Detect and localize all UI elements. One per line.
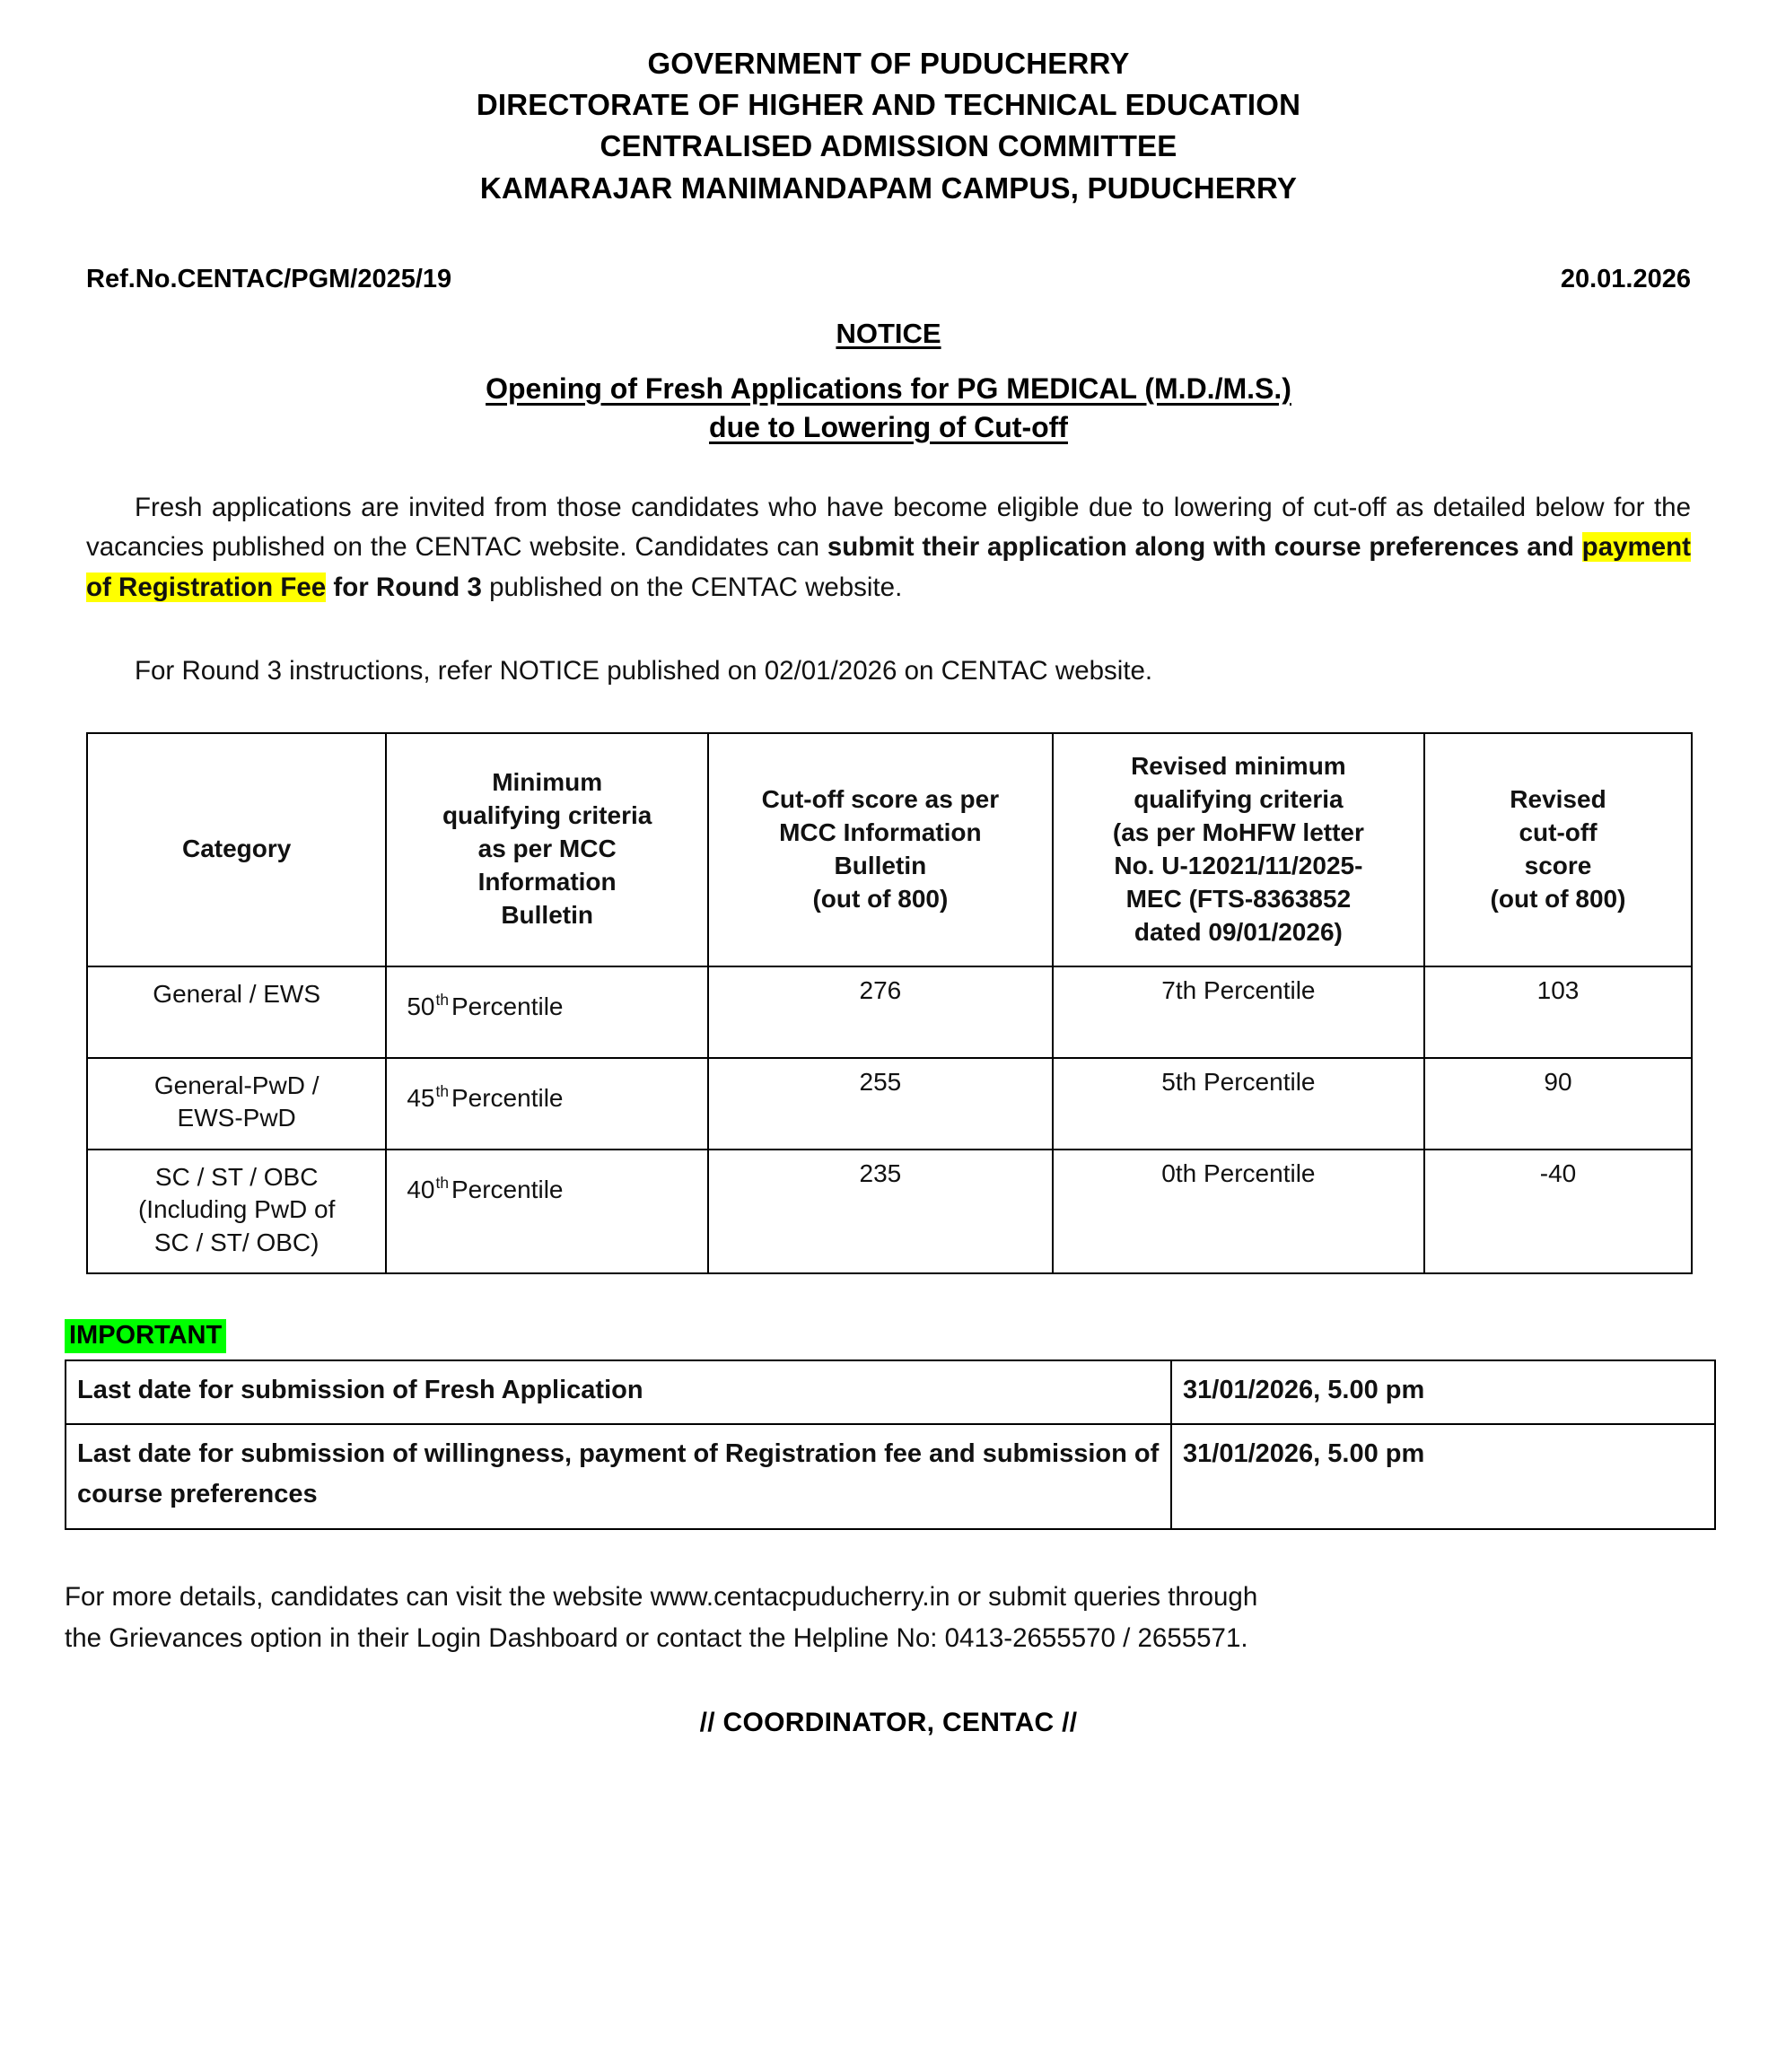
revised-criteria-line-3: (as per MoHFW letter <box>1112 817 1364 846</box>
min-criteria-line-2: qualifying criteria <box>442 801 652 830</box>
min-criteria-line-3: as per MCC <box>477 835 617 863</box>
reference-row <box>0 265 1777 294</box>
cutoff-score-line-4: (out of 800) <box>812 884 949 913</box>
cell-cutoff-score: 255 <box>708 1058 1053 1150</box>
table-row <box>87 1150 1692 1274</box>
notice-date: 20.01.2026 <box>1560 264 1691 293</box>
cell-cutoff-score: 276 <box>708 966 1053 1058</box>
category-line-3: SC / ST/ OBC) <box>153 1228 320 1257</box>
important-dates-table <box>65 1359 1716 1530</box>
percentile-number: 40 <box>407 1175 435 1203</box>
body-section <box>0 488 1777 692</box>
cell-revised-criteria: 0th Percentile <box>1053 1150 1424 1274</box>
subtitle-line-2: due to Lowering of Cut-off <box>709 410 1068 443</box>
min-criteria-line-5: Bulletin <box>501 901 593 930</box>
percentile-word: Percentile <box>451 992 564 1020</box>
important-section <box>0 1319 1777 1352</box>
important-badge: IMPORTANT <box>65 1319 226 1352</box>
para1-segment-normal-2: published on the CENTAC website. <box>481 573 903 603</box>
percentile-suffix: th <box>435 1174 449 1193</box>
percentile-word: Percentile <box>451 1083 564 1112</box>
cutoff-score-line-3: Bulletin <box>834 851 927 879</box>
category-line-1: SC / ST / OBC <box>154 1162 319 1191</box>
header-line-directorate: DIRECTORATE OF HIGHER AND TECHNICAL EDUCATION <box>476 88 1301 122</box>
table-row <box>87 1058 1692 1150</box>
cell-cutoff-score: 235 <box>708 1150 1053 1274</box>
category-line-2: (Including PwD of <box>137 1195 336 1224</box>
column-header-revised-cutoff <box>1424 733 1692 966</box>
min-criteria-line-4: Information <box>477 868 617 896</box>
column-header-min-criteria <box>386 733 708 966</box>
table-header-row <box>87 733 1692 966</box>
cell-category <box>87 966 386 1058</box>
paragraph-fresh-applications <box>86 488 1691 608</box>
table-row <box>87 966 1692 1058</box>
footer-line-1: For more details, candidates can visit the website www.centacpuducherry.in or submit queries through <box>65 1581 1258 1612</box>
percentile-suffix: th <box>435 1082 449 1101</box>
para1-segment-normal-1: Fresh applications are invited from those candidates who have become eligible due to lowering of cut-off as detailed below for the vacancies published on the CENTAC website. Candidates can <box>86 492 1691 563</box>
cell-revised-cutoff: 90 <box>1424 1058 1692 1150</box>
cell-deadline-label: Last date for submission of willingness, payment of Registration fee and submission of course preferences <box>66 1424 1171 1528</box>
revised-criteria-line-6: dated 09/01/2026) <box>1134 917 1343 946</box>
revised-criteria-line-2: qualifying criteria <box>1134 784 1344 813</box>
para1-segment-bold-1: submit their application along with course preferences and <box>827 532 1582 563</box>
coordinator-signature: // COORDINATOR, CENTAC // <box>699 1707 1078 1737</box>
cell-revised-cutoff: -40 <box>1424 1150 1692 1274</box>
revised-cutoff-line-3: score <box>1524 851 1592 879</box>
column-header-category: Category <box>87 733 386 966</box>
header-line-government: GOVERNMENT OF PUDUCHERRY <box>647 47 1130 80</box>
para1-segment-bold-2: for Round 3 <box>326 573 482 603</box>
table-row <box>66 1360 1715 1424</box>
cell-deadline-value: 31/01/2026, 5.00 pm <box>1171 1360 1715 1424</box>
revised-cutoff-line-1: Revised <box>1510 784 1606 813</box>
header-line-campus: KAMARAJAR MANIMANDAPAM CAMPUS, PUDUCHERRY <box>479 170 1298 205</box>
cell-deadline-value: 31/01/2026, 5.00 pm <box>1171 1424 1715 1528</box>
reference-number: Ref.No.CENTAC/PGM/2025/19 <box>86 264 452 293</box>
cell-category <box>87 1058 386 1150</box>
revised-cutoff-line-4: (out of 800) <box>1490 884 1626 913</box>
cutoff-score-line-2: MCC Information <box>779 817 982 846</box>
cutoff-table-wrapper <box>0 732 1777 1275</box>
revised-criteria-line-4: No. U-12021/11/2025- <box>1114 851 1363 879</box>
para1-segment-highlight: payment of Registration Fee <box>86 532 1691 603</box>
column-header-cutoff-score <box>708 733 1053 966</box>
header-line-committee: CENTRALISED ADMISSION COMMITTEE <box>600 129 1177 163</box>
cutoff-score-line-1: Cut-off score as per <box>761 784 1000 813</box>
notice-heading-text: NOTICE <box>836 317 941 349</box>
category-line-1: General / EWS <box>153 979 321 1008</box>
table-row <box>66 1424 1715 1528</box>
cell-min-criteria <box>386 1150 708 1274</box>
category-line-2: EWS-PwD <box>177 1104 296 1132</box>
notice-subtitle <box>0 370 1777 447</box>
column-header-revised-criteria <box>1053 733 1424 966</box>
cutoff-table <box>86 732 1693 1275</box>
notice-heading <box>0 318 1777 350</box>
cell-revised-criteria: 5th Percentile <box>1053 1058 1424 1150</box>
percentile-word: Percentile <box>451 1175 564 1203</box>
cell-revised-cutoff: 103 <box>1424 966 1692 1058</box>
percentile-number: 50 <box>407 992 435 1020</box>
subtitle-line-1: Opening of Fresh Applications for PG MEDICAL (M.D./M.S.) <box>486 372 1291 405</box>
footer-line-2: the Grievances option in their Login Dashboard or contact the Helpline No: 0413-2655570 / 2655571. <box>65 1622 1248 1653</box>
revised-criteria-line-1: Revised minimum <box>1131 751 1346 780</box>
min-criteria-line-1: Minimum <box>492 768 603 797</box>
cell-revised-criteria: 7th Percentile <box>1053 966 1424 1058</box>
paragraph-round3-instructions: For Round 3 instructions, refer NOTICE published on 02/01/2026 on CENTAC website. <box>135 655 1153 686</box>
footer-section <box>0 1577 1777 1659</box>
document-header <box>0 0 1777 209</box>
cell-deadline-label: Last date for submission of Fresh Application <box>66 1360 1171 1424</box>
cell-category <box>87 1150 386 1274</box>
important-dates-wrapper <box>0 1359 1777 1530</box>
revised-cutoff-line-2: cut-off <box>1519 817 1598 846</box>
cell-min-criteria <box>386 1058 708 1150</box>
percentile-suffix: th <box>435 991 449 1010</box>
percentile-number: 45 <box>407 1083 435 1112</box>
category-line-1: General-PwD / <box>153 1071 320 1099</box>
cell-min-criteria <box>386 966 708 1058</box>
revised-criteria-line-5: MEC (FTS-8363852 <box>1125 884 1352 913</box>
